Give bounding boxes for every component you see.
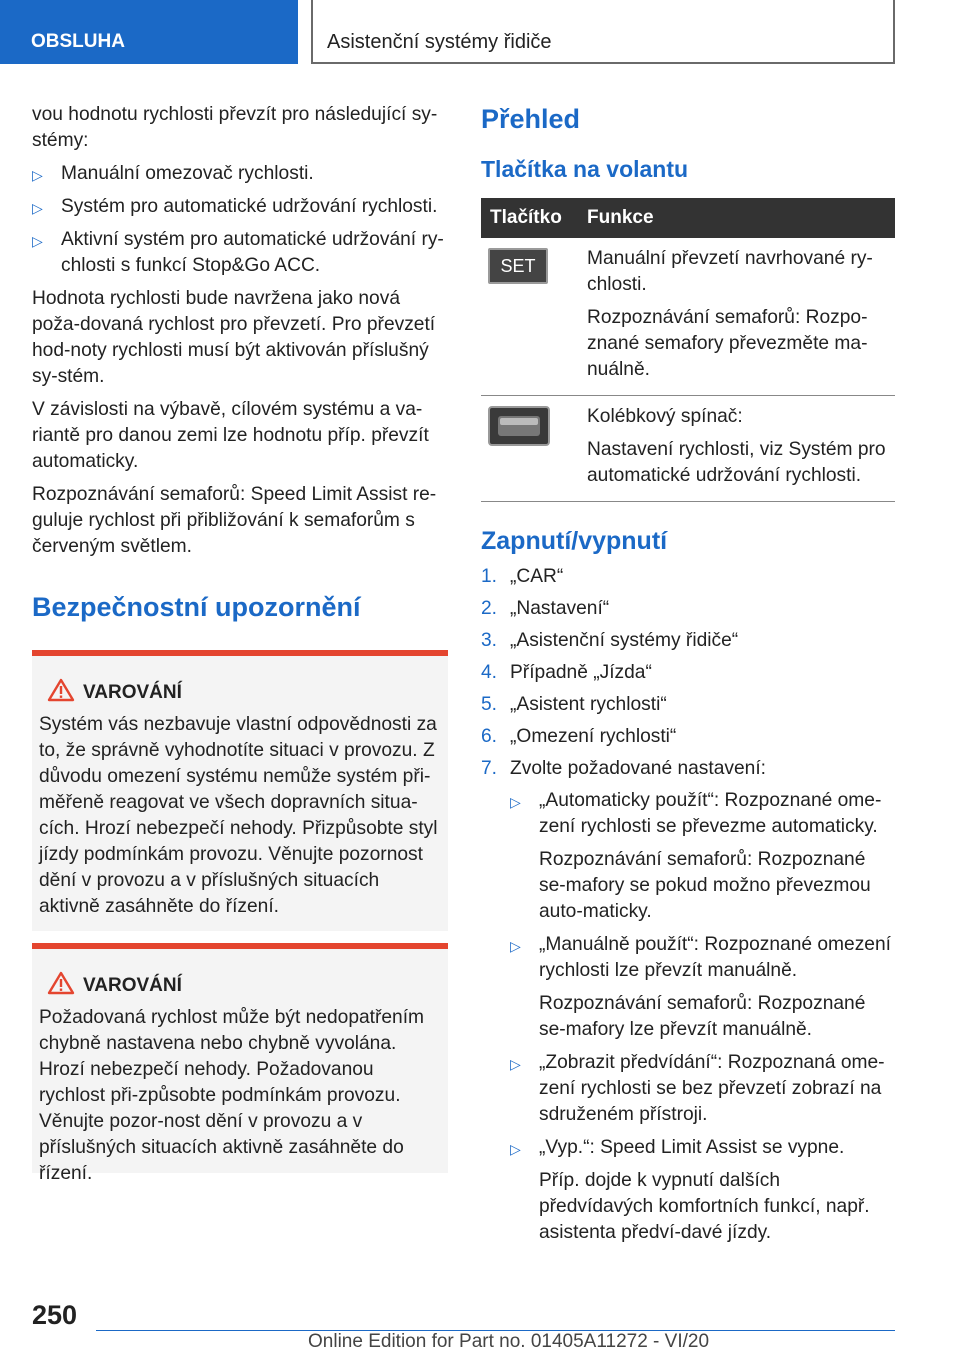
table-cell-icon (481, 238, 587, 396)
triangle-bullet-icon: ▷ (510, 1141, 521, 1157)
warning-text: Požadovaná rychlost může být nedopatřením chybně nastavena nebo chybně vyvolána. Hrozí nebezpečí nehody. Požadovanou rychlost při-způsobte podmínkám provozu. Věnujte pozor-nost dění v provozu a v příslušných situacích aktivně zasáhněte do řízení. (39, 1007, 425, 1184)
list-item (481, 628, 895, 654)
warning-triangle-icon (47, 678, 75, 702)
list-item (481, 564, 895, 590)
step-text: „CAR“ (510, 566, 564, 587)
set-button-label: SET (500, 256, 536, 276)
safety-heading: Bezpečnostní upozornění (32, 592, 361, 622)
set-button-icon (488, 248, 548, 284)
warning-text: Systém vás nezbavuje vlastní odpovědnosti za to, že správně vyhodnotíte situaci v provozu. Z důvodu omezení systému nemůže systém při-měřeně reagovat ve všech dopravních situa-cích. Hrozí nebezpečí nehody. Přizpůsobte styl jízdy podmínkám provozu. Věnujte pozornost dění v provozu a v příslušných situacích aktivně zasáhněte do řízení. (39, 714, 438, 917)
table-cell-icon (481, 396, 587, 502)
list-item (481, 1135, 895, 1161)
column-header-function: Funkce (587, 198, 895, 238)
step-text: „Nastavení“ (510, 598, 610, 619)
option-note: Příp. dojde k vypnutí dalších předvídavých komfortních funkcí, např. asistenta předví-davé jízdy. (539, 1170, 870, 1243)
intro-text: vou hodnotu rychlosti převzít pro následující sy-stémy: (32, 104, 438, 151)
buttons-heading: Tlačítka na volantu (481, 156, 689, 182)
table-row (481, 238, 895, 396)
warning-title (39, 973, 440, 999)
triangle-bullet-icon: ▷ (510, 938, 521, 954)
triangle-bullet-icon: ▷ (32, 200, 43, 216)
list-item-text: Systém pro automatické udržování rychlosti. (61, 196, 438, 217)
paragraph: Rozpoznávání semaforů: Speed Limit Assist re-guluje rychlost při přibližování k semaforům s červeným světlem. (32, 484, 437, 557)
warning-box (32, 650, 448, 931)
warning-title-text: VAROVÁNÍ (83, 975, 182, 996)
function-text: Rozpoznávání semaforů: Rozpo-znané semafory převezměte ma-nuálně. (587, 307, 868, 380)
option-text: „Vyp.“: Speed Limit Assist se vypne. (539, 1137, 845, 1158)
step-number: 3. (481, 630, 498, 651)
section-label: OBSLUHA (31, 31, 125, 52)
function-text: Manuální převzetí navrhované ry-chlosti. (587, 248, 873, 295)
paragraph: V závislosti na výbavě, cílovém systému a va-riantě pro danou zemi lze hodnotu příp. převzít automaticky. (32, 399, 429, 472)
chapter-title: Asistenční systémy řidiče (327, 31, 552, 53)
triangle-bullet-icon: ▷ (32, 167, 43, 183)
list-item-text: Aktivní systém pro automatické udržování ry-chlosti s funkcí Stop&Go ACC. (61, 229, 444, 276)
step-number: 4. (481, 662, 498, 683)
overview-heading: Přehled (481, 104, 581, 134)
option-text: „Automaticky použít“: Rozpoznané ome-zení rychlosti se převezme automaticky. (539, 790, 882, 837)
list-item (481, 932, 895, 984)
step-text: Zvolte požadované nastavení: (510, 758, 767, 779)
option-text: „Manuálně použít“: Rozpoznané omezení rychlosti lze převzít manuálně. (539, 934, 891, 981)
left-column (32, 102, 448, 1184)
warning-title (39, 680, 440, 706)
step-text: „Asistenční systémy řidiče“ (510, 630, 739, 651)
table-cell-function (587, 396, 895, 502)
list-item (481, 692, 895, 718)
warning-title-text: VAROVÁNÍ (83, 682, 182, 703)
step-number: 5. (481, 694, 498, 715)
buttons-table (481, 198, 895, 502)
right-column (481, 102, 895, 1253)
list-item-text: Manuální omezovač rychlosti. (61, 163, 314, 184)
step-text: „Omezení rychlosti“ (510, 726, 677, 747)
function-text: Kolébkový spínač: (587, 406, 743, 427)
paragraph: Hodnota rychlosti bude navržena jako nová poža-dovaná rychlost pro převzetí. Pro převzetí hod-noty rychlosti musí být aktivován příslušný sy-stém. (32, 288, 436, 387)
list-item (32, 161, 448, 187)
step-number: 2. (481, 598, 498, 619)
warning-triangle-icon (47, 971, 75, 995)
column-header-button: Tlačítko (481, 198, 587, 238)
onoff-heading: Zapnutí/vypnutí (481, 527, 668, 555)
list-item (32, 227, 448, 279)
triangle-bullet-icon: ▷ (32, 233, 43, 249)
function-text: Nastavení rychlosti, viz Systém pro automatické udržování rychlosti. (587, 439, 886, 486)
option-note: Rozpoznávání semaforů: Rozpoznané se-mafory se pokud možno převezmou auto-maticky. (539, 849, 871, 922)
step-number: 6. (481, 726, 498, 747)
option-note: Rozpoznávání semaforů: Rozpoznané se-mafory lze převzít manuálně. (539, 993, 866, 1040)
list-item (32, 194, 448, 220)
step-number: 7. (481, 758, 498, 779)
option-text: „Zobrazit předvídání“: Rozpoznaná ome-zení rychlosti se bez převzetí zobrazí na sdruženém přístroji. (539, 1052, 885, 1125)
section-tab (0, 0, 298, 64)
step-number: 1. (481, 566, 498, 587)
triangle-bullet-icon: ▷ (510, 1056, 521, 1072)
table-row (481, 396, 895, 502)
list-item (481, 660, 895, 686)
edition-text: Online Edition for Part no. 01405A11272 - VI/20 (308, 1331, 710, 1352)
rocker-switch-icon (488, 406, 550, 446)
list-item (481, 1050, 895, 1128)
step-text: „Asistent rychlosti“ (510, 694, 667, 715)
chapter-title-box (311, 0, 895, 64)
table-header-row (481, 198, 895, 238)
page-number: 250 (32, 1300, 78, 1330)
list-item (481, 724, 895, 750)
triangle-bullet-icon: ▷ (510, 794, 521, 810)
list-item (481, 596, 895, 622)
warning-box (32, 943, 448, 1184)
table-cell-function (587, 238, 895, 396)
list-item (481, 756, 895, 782)
step-text: Případně „Jízda“ (510, 662, 652, 683)
list-item (481, 788, 895, 840)
